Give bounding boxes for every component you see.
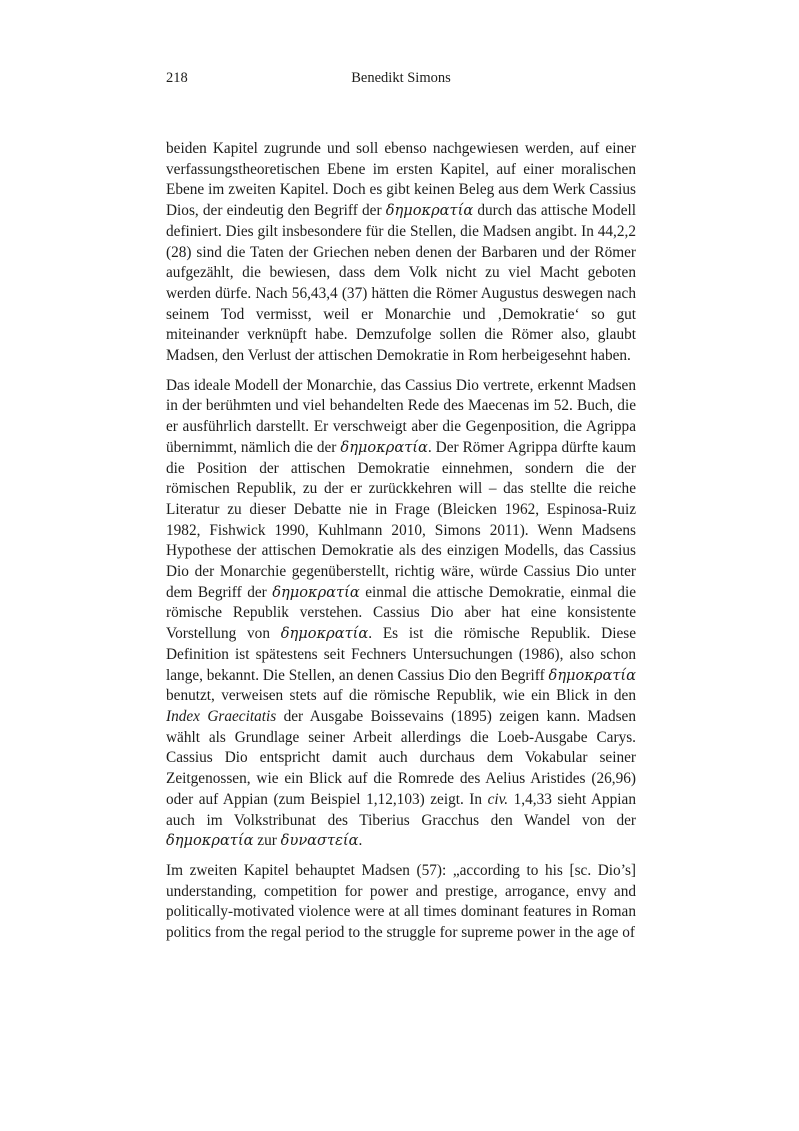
italic-text: Index Graecitatis — [166, 707, 277, 725]
body-text: . Es ist die römische Republik. Diese Definition ist spätestens seit Fechners Untersuchungen (1986), also schon lange, bekannt. Die Stellen, an denen Cassius Dio den Begriff — [166, 625, 636, 684]
greek-term: δημοκρατία — [166, 832, 254, 850]
body-text: benutzt, verweisen stets auf die römische Republik, wie ein Blick in den — [166, 687, 636, 705]
body-text: Das ideale Modell der Monarchie, das Cassius Dio vertrete, erkennt Madsen in der berühmten und viel behandelten Rede des Maecenas im 52. Buch, die er ausführlich darstellt. Er verschweigt aber die Gegenposition, die Agrippa übernimmt, nämlich die der — [166, 376, 636, 456]
body-text: der Ausgabe Boissevains (1895) zeigen kann. Madsen wählt als Grundlage seiner Arbeit allerdings die Loeb-Ausgabe Carys. Cassius Dio entspricht damit auch durchaus dem Vokabular seiner Zeitgenossen, wie ein Blick auf die Romrede des Aelius Aristides (26,96) oder auf Appian (zum Beispiel 1,12,103) zeigt. In — [166, 707, 636, 808]
greek-term: δημοκρατία — [280, 625, 369, 643]
text-block — [166, 139, 636, 944]
paragraph — [166, 861, 636, 944]
page-header — [166, 69, 636, 87]
body-text: durch das attische Modell definiert. Dies gilt insbesondere für die Stellen, die Madsen angibt. In 44,2,2 (28) sind die Taten der Griechen neben denen der Barbaren und der Römer aufgezählt, die bewiesen, dass dem Volk nicht zu viel Macht geboten werden dürfe. Nach 56,43,4 (37) hätten die Römer Augustus deswegen nach seinem Tod vermisst, weil er Monarchie und ‚Demokratie‘ so gut miteinander verknüpft habe. Demzufolge sollen die Römer also, glaubt Madsen, den Verlust der attischen Demokratie in Rom herbeigesehnt haben. — [166, 202, 636, 365]
paragraph — [166, 139, 636, 367]
page-number: 218 — [166, 70, 188, 86]
greek-term: δημοκρατία — [385, 202, 474, 220]
body-text: Im zweiten Kapitel behauptet Madsen (57): „according to his [sc. Dio’s] understanding, competition for power and prestige, arrogance, envy and politically-motivated violence were at all times dominant features in Roman politics from the regal period to the struggle for supreme power in the age of — [166, 861, 636, 942]
paragraph — [166, 376, 636, 852]
body-text: einmal die attische Demokratie, einmal die römische Republik verstehen. Cassius Dio aber hat eine konsistente Vorstellung von — [166, 583, 636, 643]
greek-term: δημοκρατία — [340, 438, 428, 456]
running-head-author: Benedikt Simons — [351, 70, 451, 86]
greek-term: δημοκρατία — [548, 666, 636, 684]
body-text: zur — [253, 832, 281, 850]
body-text: . Der Römer Agrippa dürfte kaum die Position der attischen Demokratie einnehmen, sondern die der römischen Republik, zu der er zurückkehren will – das stellte die reiche Literatur zu dieser Debatte nie in Frage (Bleicken 1962, Espinosa-Ruiz 1982, Fishwick 1990, Kuhlmann 2010, Simons 2011). Wenn Madsens Hypothese der attischen Demokratie als des einzigen Modells, das Cassius Dio der Monarchie gegenüberstellt, richtig wäre, würde Cassius Dio unter dem Begriff der — [166, 438, 636, 601]
italic-text: civ. — [487, 790, 509, 808]
body-text: 1,4,33 sieht Appian auch im Volkstribunat des Tiberius Gracchus den Wandel von der — [166, 790, 636, 829]
greek-term: δυναστεία — [280, 832, 359, 850]
greek-term: δημοκρατία — [272, 583, 360, 601]
body-text: beiden Kapitel zugrunde und soll ebenso nachgewiesen werden, auf einer verfassungstheoretischen Ebene im ersten Kapitel, auf einer moralischen Ebene im zweiten Kapitel. Doch es gibt keinen Beleg aus dem Werk Cassius Dios, der eindeutig den Begriff der — [166, 140, 636, 220]
body-text: . — [358, 832, 363, 850]
content-area — [166, 69, 636, 944]
